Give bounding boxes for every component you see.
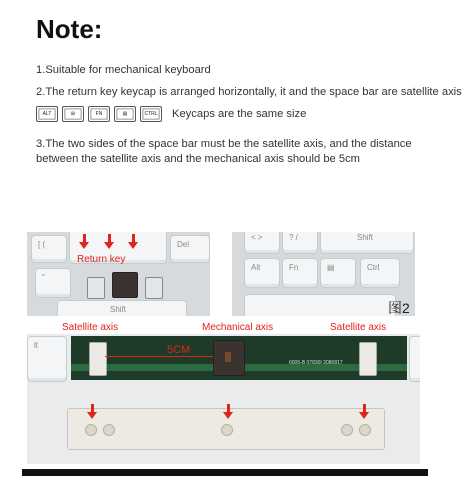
stabilizer-mount-left xyxy=(85,424,97,436)
menu-keycap-icon: ▤ xyxy=(114,106,136,122)
del-keycap: Del xyxy=(170,235,210,263)
bottom-keycap xyxy=(244,294,396,316)
shift-keycap: Shift xyxy=(320,232,414,254)
ctrl-keycap-icon: CTRL xyxy=(140,106,162,122)
mechanical-switch xyxy=(112,272,138,298)
bottom-divider xyxy=(22,469,428,476)
mechanical-axis-label: Mechanical axis xyxy=(202,322,274,333)
quote-keycap: " xyxy=(35,268,71,298)
return-key-photo xyxy=(27,232,210,316)
shift-keycap: Shift xyxy=(57,300,187,316)
mini-keycap-row xyxy=(36,106,162,122)
pcb-text: 6005-B 07830I 2080817 xyxy=(289,360,343,366)
distance-label: 5CM xyxy=(167,344,191,356)
arrow-down-icon xyxy=(128,242,138,249)
page-title: Note: xyxy=(36,14,103,44)
center-mount xyxy=(221,424,233,436)
distance-line xyxy=(105,356,213,357)
note-line-1: 1.Suitable for mechanical keyboard xyxy=(36,64,211,76)
question-keycap: ? / xyxy=(282,232,318,254)
arrow-down-icon xyxy=(79,242,89,249)
note-line-2: 2.The return key keycap is arranged horizontally, it and the space bar are satellite axis xyxy=(36,86,462,98)
satellite-switch-left xyxy=(89,342,107,376)
satellite-switch-left xyxy=(87,277,105,299)
fn-keycap-icon: FN xyxy=(88,106,110,122)
arrow-down-icon xyxy=(104,242,114,249)
satellite-switch-right xyxy=(359,342,377,376)
note-line-3: 3.The two sides of the space bar must be the satellite axis, and the distance between the satellite axis and the mechanical axis should be 5cm xyxy=(36,138,412,165)
stabilizer-mount-right xyxy=(341,424,353,436)
arrow-down-icon xyxy=(223,412,233,419)
angle-bracket-keycap: < > xyxy=(244,232,280,254)
keycaps-same-size-label: Keycaps are the same size xyxy=(172,108,307,120)
space-bar-axes-photo xyxy=(27,334,420,464)
corner-keycap: lt xyxy=(27,336,67,382)
modifier-keys-photo xyxy=(232,232,415,316)
stabilizer-mount-right xyxy=(359,424,371,436)
stabilizer-mount-left xyxy=(103,424,115,436)
bracket-keycap: [ ( xyxy=(31,235,67,263)
alt-keycap-icon: ALT xyxy=(36,106,58,122)
satellite-axis-label-left: Satellite axis xyxy=(62,322,119,333)
figure-2-label: 图2 xyxy=(388,300,410,316)
arrow-down-icon xyxy=(87,412,97,419)
alt-keycap: Alt xyxy=(244,258,280,288)
arrow-down-icon xyxy=(359,412,369,419)
menu-keycap: ▤ xyxy=(320,258,356,288)
return-key-label: Return key xyxy=(77,254,126,265)
satellite-switch-right xyxy=(145,277,163,299)
fn-keycap: Fn xyxy=(282,258,318,288)
switch-stem xyxy=(225,352,231,362)
right-keycap xyxy=(409,336,420,382)
windows-keycap-icon: ⊞ xyxy=(62,106,84,122)
ctrl-keycap: Ctrl xyxy=(360,258,400,288)
satellite-axis-label-right: Satellite axis xyxy=(330,322,387,333)
